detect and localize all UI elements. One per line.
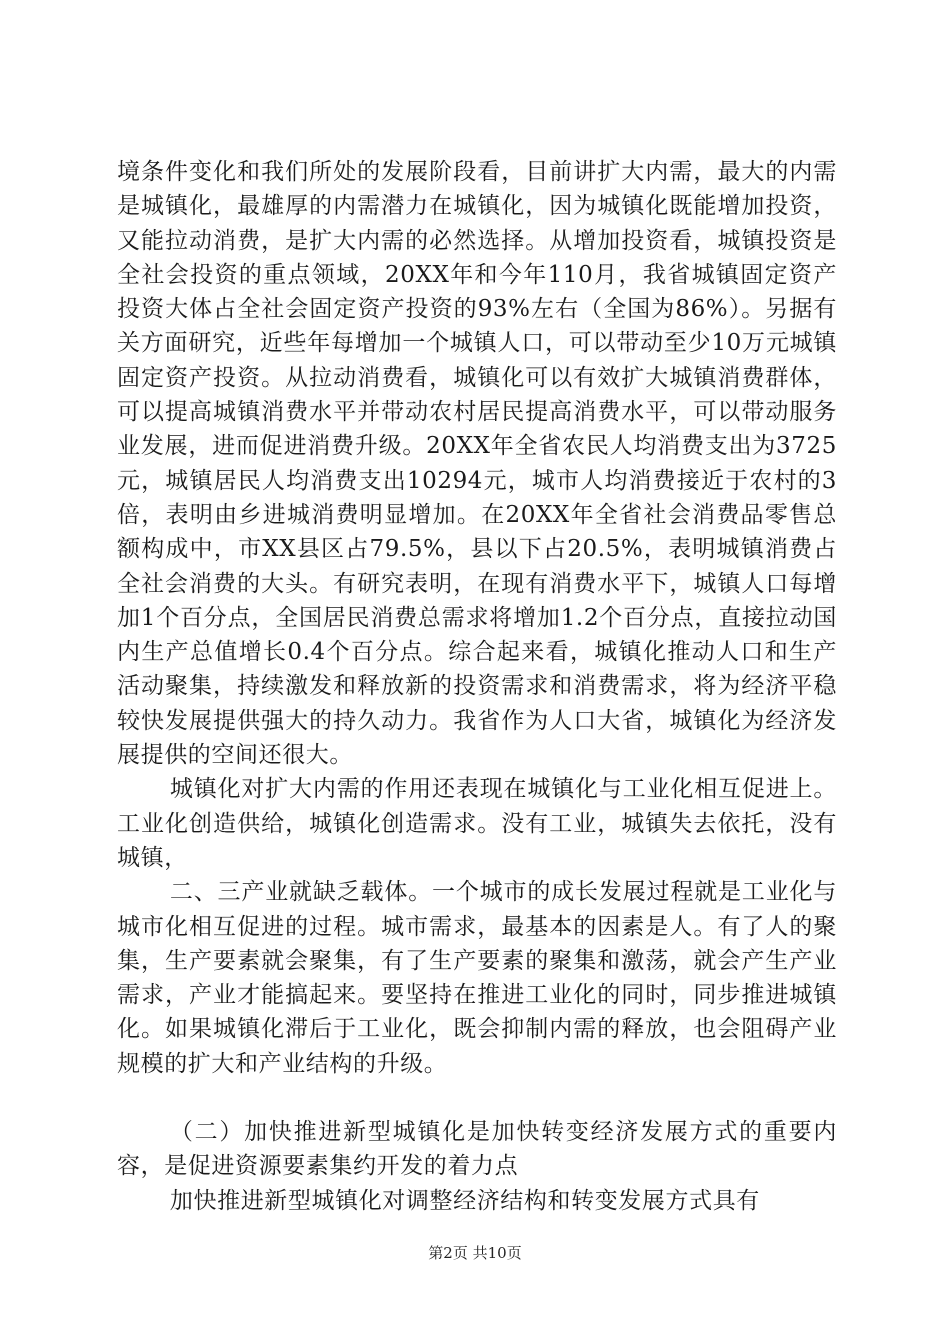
section-heading: （二）加快推进新型城镇化是加快转变经济发展方式的重要内容，是促进资源要素集约开发的着力点 — [117, 1119, 837, 1180]
page-footer: 第2页 共10页 — [428, 1244, 522, 1262]
paragraph-2: 城镇化对扩大内需的作用还表现在城镇化与工业化相互促进上。工业化创造供给，城镇化创造需求。没有工业，城镇失去依托，没有城镇， — [117, 776, 837, 871]
paragraph-1: 境条件变化和我们所处的发展阶段看，目前讲扩大内需，最大的内需是城镇化，最雄厚的内需潜力在城镇化，因为城镇化既能增加投资，又能拉动消费，是扩大内需的必然选择。从增加投资看，城镇投资是全社会投资的重点领域，20XX年和今年110月，我省城镇固定资产投资大体占全社会固定资产投资的93%左右（全国为86%）。另据有关方面研究，近些年每增加一个城镇人口，可以带动至少10万元城镇固定资产投资。从拉动消费看，城镇化可以有效扩大城镇消费群体，可以提高城镇消费水平并带动农村居民提高消费水平，可以带动服务业发展，进而促进消费升级。20XX年全省农民人均消费支出为3725元，城镇居民人均消费支出10294元，城市人均消费接近于农村的3倍，表明由乡进城消费明显增加。在20XX年全省社会消费品零售总额构成中，市XX县区占79.5%，县以下占20.5%，表明城镇消费占全社会消费的大头。有研究表明，在现有消费水平下，城镇人口每增加1个百分点，全国居民消费总需求将增加1.2个百分点，直接拉动国内生产总值增长0.4个百分点。综合起来看，城镇化推动人口和生产活动聚集，持续激发和释放新的投资需求和消费需求，将为经济平稳较快发展提供强大的持久动力。我省作为人口大省，城镇化为经济发展提供的空间还很大。 — [117, 159, 837, 769]
document-body — [117, 155, 837, 1218]
paragraph-3: 二、三产业就缺乏载体。一个城市的成长发展过程就是工业化与城市化相互促进的过程。城市需求，最基本的因素是人。有了人的聚集，生产要素就会聚集，有了生产要素的聚集和激荡，就会产生产业需求，产业才能搞起来。要坚持在推进工业化的同时，同步推进城镇化。如果城镇化滞后于工业化，既会抑制内需的释放，也会阻碍产业规模的扩大和产业结构的升级。 — [117, 879, 837, 1077]
paragraph-4: 加快推进新型城镇化对调整经济结构和转变发展方式具有 — [169, 1187, 760, 1214]
